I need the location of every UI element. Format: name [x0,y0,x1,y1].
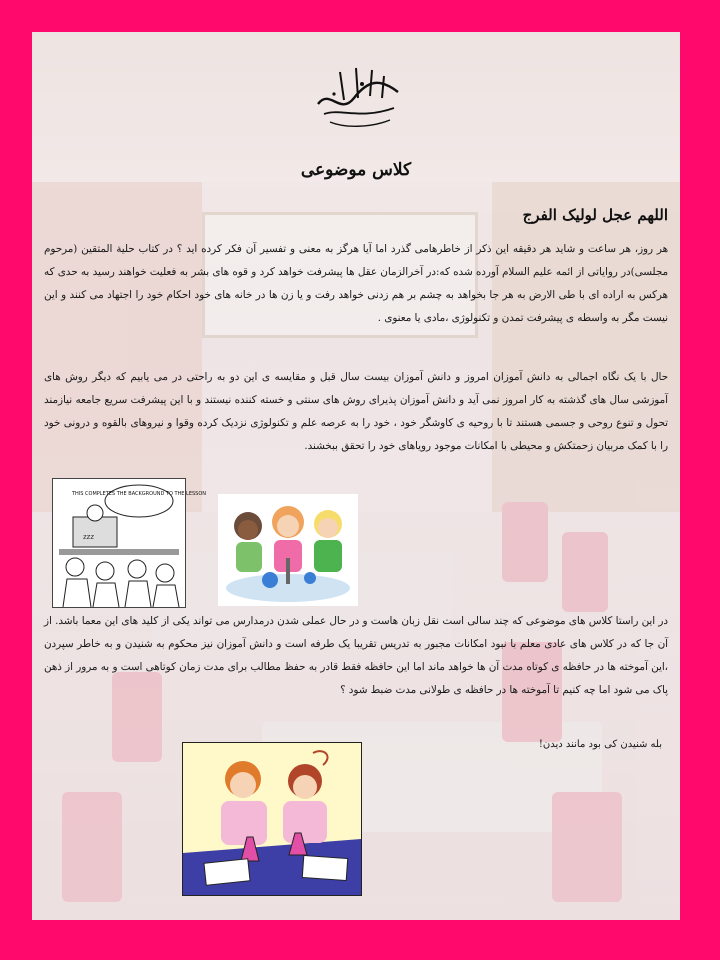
svg-text:zzz: zzz [83,533,95,541]
paragraph-1: هر روز، هر ساعت و شاید هر دقیقه این ذکر از خاطرهامی گذرد اما آیا هرگز به معنی و تفسیر آن فکر کرده اید ؟ در کتاب حلیة المتقین (مرحوم مجلسی)در روایاتی از ائمه علیم السلام آورده شده که:در آخرالزمان عقل ها پیشرفت خواهد کرد و قوه های بشر به فعلیت خواهند رسید به حدی که هرکس به اراده ای با طی الارض به هر جا بخواهد به چشم بر هم زدنی خواهد رفت و یا زن ها در خانه های خود احکام خود را اجتهاد می کنند و این نیست مگر به واسطه ی پیشرفت تمدن و تکنولوژی ،مادی یا معنوی . [44,243,668,324]
paragraph-3: در این راستا کلاس های موضوعی که چند سالی است نقل زبان هاست و در حال عملی شدن درمدارس می تواند یکی از کلید های این معما باشد. از آن جا که در کلاس های عادی معلم با نبود امکانات مجبور به تدریس تقریبا یک طرفه است و دانش آموزان نیز محکوم به شنیدن و به خاطر سپردن ،این آموخته ها در حافظه ی کوتاه مدت آن ها خواهد ماند اما این حافظه فقط قادر به حفظ مطالب برای مدت زمان کوتاهی است و به مرور از ذهن پاک می شود اما چه کنیم تا آموخته ها در حافظه ی طولانی مدت ضبط شود ؟ [44,615,668,696]
page-title: کلاس موضوعی [300,160,412,180]
bismillah-calligraphy-icon [310,58,410,132]
content [32,32,680,920]
page [32,32,680,920]
subtitle: اللهم عجل لولیک الفرج [522,206,668,224]
paragraph-2: حال با یک نگاه اجمالی به دانش آموزان امروز و دانش آموزان بیست سال قبل و مقایسه ی این دو به راحتی در می یابیم که دیگر روش های آموزشی سال های گذشته به کار امروز نمی آید و دانش آموزان پذیرای روش های سنتی و خسته کننده نیستند و با این پیشرفت سریع جامعه نیازمند تحول و تنوع روحی و جسمی هستند تا با روحیه ی کاوشگر خود ، خود را به عرصه علم و تکنولوژی نزدیک کرده وقوا و نیروهای بالقوه و درونی خود را با کمک مربیان زحمتکش و محیطی با امکانات موجود رویاهای خود را تحقق ببخشند. [44,371,668,452]
classroom-cartoon-icon [52,478,207,608]
students-lab-icon [182,742,362,896]
closing-line: بله شنیدن کی بود مانند دیدن! [538,739,662,750]
cartoon-caption: THIS COMPLETES THE BACKGROUND TO THE LESSON [71,491,207,497]
kids-experiment-icon [218,494,358,606]
